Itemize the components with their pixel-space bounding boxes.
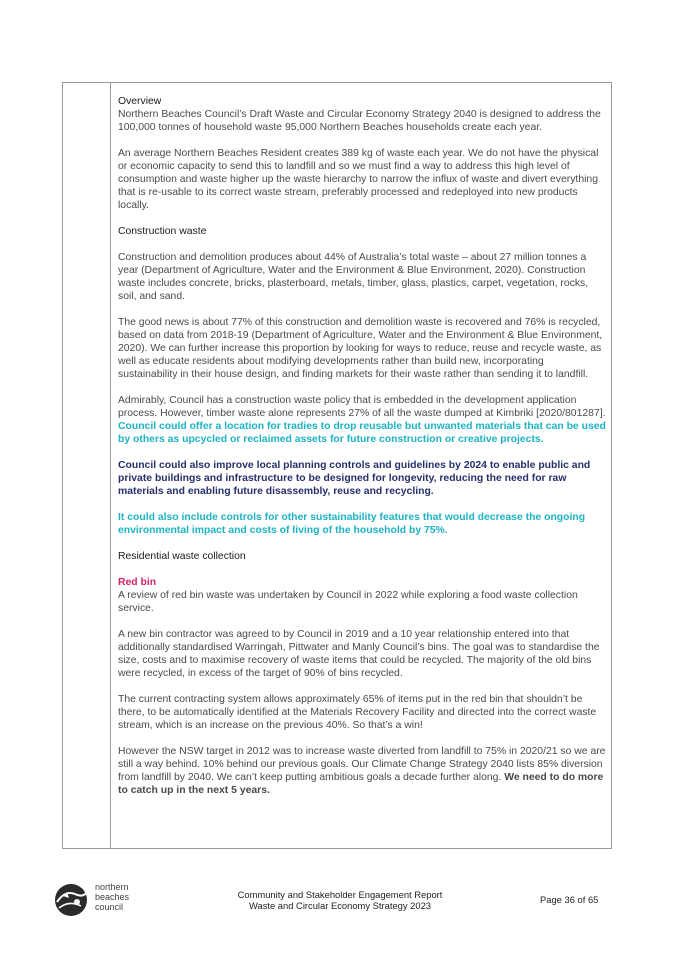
footer-line-1: Community and Stakeholder Engagement Report xyxy=(237,889,443,900)
construction-paragraph-3 xyxy=(118,394,606,446)
content-table xyxy=(62,82,612,849)
overview-paragraph-2: An average Northern Beaches Resident creates 389 kg of waste each year. We do not have the physical or economic capacity to send this to landfill and so we must find a way to address this high level of consumption and waste higher up the waste hierarchy to narrow the influx of waste and divert everything that is re-usable to its correct waste stream, preferably processed and redeployed into new products locally. xyxy=(118,148,599,211)
red-bin-call-to-action: We need to do more to catch up in the next 5 years. xyxy=(118,772,604,796)
construction-paragraph-1: Construction and demolition produces about 44% of Australia’s total waste – about 27 million tonnes a year (Department of Agriculture, Water and the Environment & Blue Environment, 2020). Construction waste includes concrete, bricks, plasterboard, metals, timber, glass, plastics, carpet, vegetation, rocks, soil, and sand. xyxy=(118,252,589,302)
council-logo-wordmark xyxy=(95,882,129,912)
footer-line-2: Waste and Circular Economy Strategy 2023 xyxy=(248,900,432,911)
sustainability-controls-suggestion: It could also include controls for other sustainability features that would decrease the ongoing environmental impact and costs of living of the household by 75%. xyxy=(118,512,586,536)
overview-paragraph-1: Northern Beaches Council’s Draft Waste and Circular Economy Strategy 2040 is designed to address the 100,000 tonnes of household waste 95,000 Northern Beaches households create each year. xyxy=(118,109,601,133)
page-footer xyxy=(0,874,675,934)
red-bin-subheading: Red bin xyxy=(118,577,157,588)
red-bin-paragraph-4-text: However the NSW target in 2012 was to increase waste diverted from landfill to 75% in 2020/21 so we are still a way behind. 10% behind our previous goals. Our Climate Change Strategy 2040 lists 85% diversion from landfill by 2040. We can’t keep putting ambitious goals a decade further along. xyxy=(118,746,606,783)
red-bin-paragraph-2: A new bin contractor was agreed to by Council in 2019 and a 10 year relationship entered into that additionally standardised Warringah, Pittwater and Manly Council’s bins. The goal was to standardise the size, costs and to maximise recovery of waste items that could be recycled. The majority of the old bins were recycled, in excess of the target of 90% of bins recycled. xyxy=(118,629,600,679)
logo-line-1: northern xyxy=(95,882,129,892)
construction-heading: Construction waste xyxy=(118,226,207,237)
logo-line-3: council xyxy=(95,902,124,912)
footer-report-title xyxy=(190,889,490,911)
construction-paragraph-3-text: Admirably, Council has a construction waste policy that is embedded in the development application process. However, timber waste alone represents 27% of all the waste dumped at Kimbriki [2020/801287]. xyxy=(118,395,606,419)
construction-paragraph-2: The good news is about 77% of this construction and demolition waste is recovered and 76% is recycled, based on data from 2018-19 (Department of Agriculture, Water and the Environment & Blue Environment, 2020). We can further increase this proportion by looking for ways to reduce, reuse and recycle waste, as well as educate residents about modifying developments rather than build new, incorporating sustainability in their house design, and finding markets for their waste rather than sending it to landfill. xyxy=(118,317,603,380)
construction-suggestion-highlight: Council could offer a location for tradies to drop reusable but unwanted materials that can be used by others as upcycled or reclaimed assets for future construction or creative projects. xyxy=(118,421,606,445)
logo-line-2: beaches xyxy=(95,892,130,902)
red-bin-paragraph-3: The current contracting system allows approximately 65% of items put in the red bin that shouldn’t be there, to be automatically identified at the Materials Recovery Facility and directed into the correct waste stream, which is an increase on the previous 40%. So that’s a win! xyxy=(118,694,597,731)
red-bin-paragraph-1: A review of red bin waste was undertaken by Council in 2022 while exploring a food waste collection service. xyxy=(118,590,578,614)
residential-heading: Residential waste collection xyxy=(118,551,246,562)
page-number: Page 36 of 65 xyxy=(540,894,599,905)
overview-heading: Overview xyxy=(118,96,162,107)
planning-controls-suggestion: Council could also improve local planning controls and guidelines by 2024 to enable public and private buildings and infrastructure to be designed for longevity, reducing the need for raw materials and enabling future disassembly, reuse and recycling. xyxy=(118,460,591,497)
council-logo-icon xyxy=(51,882,93,918)
red-bin-paragraph-4 xyxy=(118,745,606,797)
content-cell xyxy=(118,95,606,810)
table-column-divider xyxy=(110,83,111,848)
